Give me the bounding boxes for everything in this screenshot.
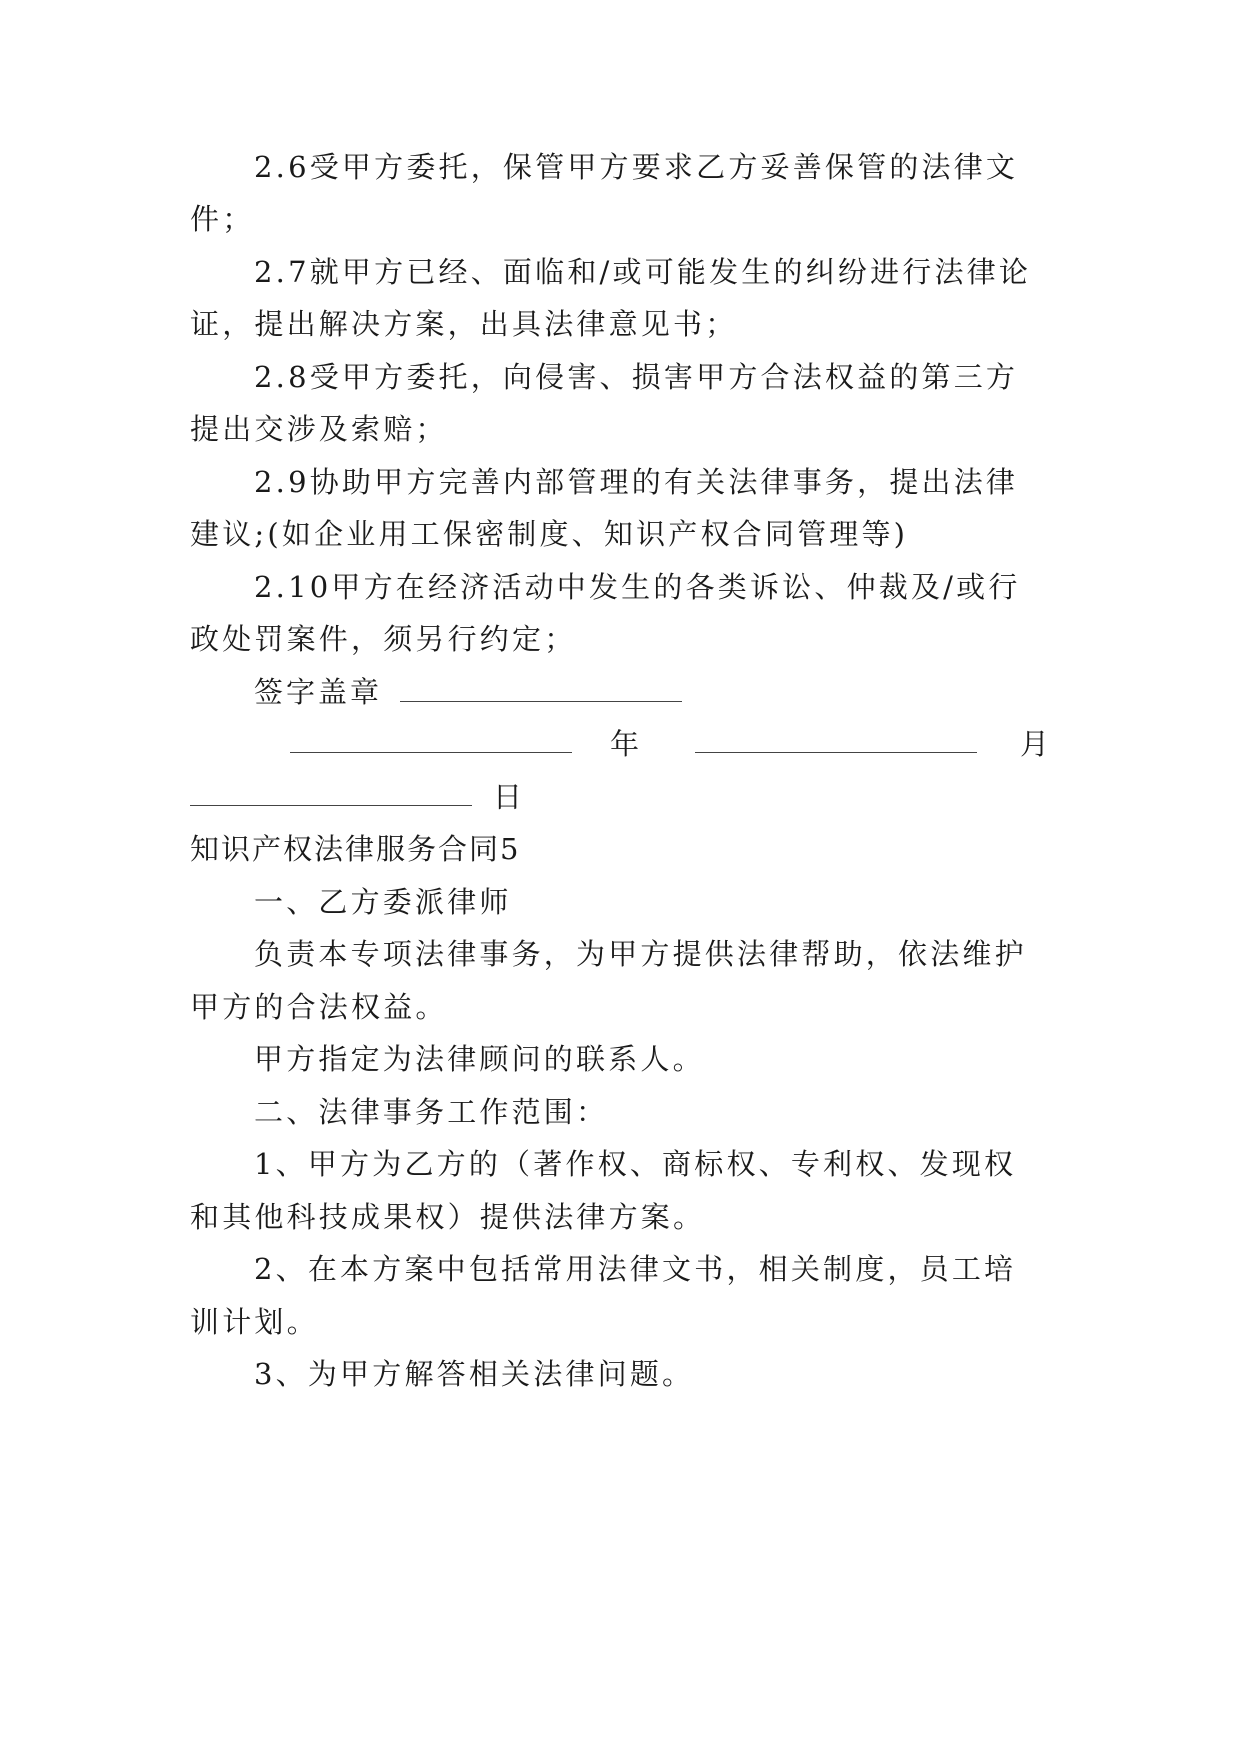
- month-label: 月: [1020, 727, 1050, 761]
- paragraph-line: 甲方的合法权益。: [190, 990, 448, 1024]
- section-title: 知识产权法律服务合同5: [190, 832, 521, 866]
- paragraph-line: 甲方指定为法律顾问的联系人。: [254, 1042, 705, 1076]
- day-blank[interactable]: [190, 775, 472, 806]
- paragraph-line: 件；: [190, 202, 255, 236]
- year-label: 年: [610, 727, 640, 761]
- day-label: 日: [493, 780, 523, 814]
- signature-blank[interactable]: [400, 671, 682, 702]
- paragraph-line: 3、为甲方解答相关法律问题。: [254, 1357, 695, 1391]
- paragraph-line: 提出交涉及索赔；: [190, 412, 448, 446]
- month-blank[interactable]: [695, 722, 977, 753]
- paragraph-line: 建议;(如企业用工保密制度、知识产权合同管理等): [190, 517, 909, 551]
- paragraph-line: 训计划。: [190, 1305, 319, 1339]
- year-blank[interactable]: [290, 722, 572, 753]
- signature-row: [254, 670, 1050, 714]
- paragraph-line: 1、甲方为乙方的（著作权、商标权、专利权、发现权: [254, 1147, 1017, 1181]
- day-row: [190, 775, 1050, 819]
- paragraph-line: 2、在本方案中包括常用法律文书，相关制度，员工培: [254, 1252, 1017, 1286]
- paragraph-line: 2.8受甲方委托，向侵害、损害甲方合法权益的第三方: [254, 360, 1019, 394]
- paragraph-line: 负责本专项法律事务，为甲方提供法律帮助，依法维护: [254, 937, 1027, 971]
- paragraph-line: 和其他科技成果权）提供法律方案。: [190, 1200, 706, 1234]
- paragraph-line: 一、乙方委派律师: [254, 885, 512, 919]
- signature-label: 签字盖章: [254, 675, 383, 709]
- paragraph-line: 2.7就甲方已经、面临和/或可能发生的纠纷进行法律论: [254, 255, 1032, 289]
- paragraph-line: 2.10甲方在经济活动中发生的各类诉讼、仲裁及/或行: [254, 570, 1021, 604]
- paragraph-line: 政处罚案件，须另行约定；: [190, 622, 577, 656]
- paragraph-line: 2.9协助甲方完善内部管理的有关法律事务，提出法律: [254, 465, 1019, 499]
- paragraph-line: 二、法律事务工作范围：: [254, 1095, 609, 1129]
- paragraph-line: 证，提出解决方案，出具法律意见书；: [190, 307, 738, 341]
- paragraph-line: 2.6受甲方委托，保管甲方要求乙方妥善保管的法律文: [254, 150, 1019, 184]
- date-row: [190, 722, 1050, 766]
